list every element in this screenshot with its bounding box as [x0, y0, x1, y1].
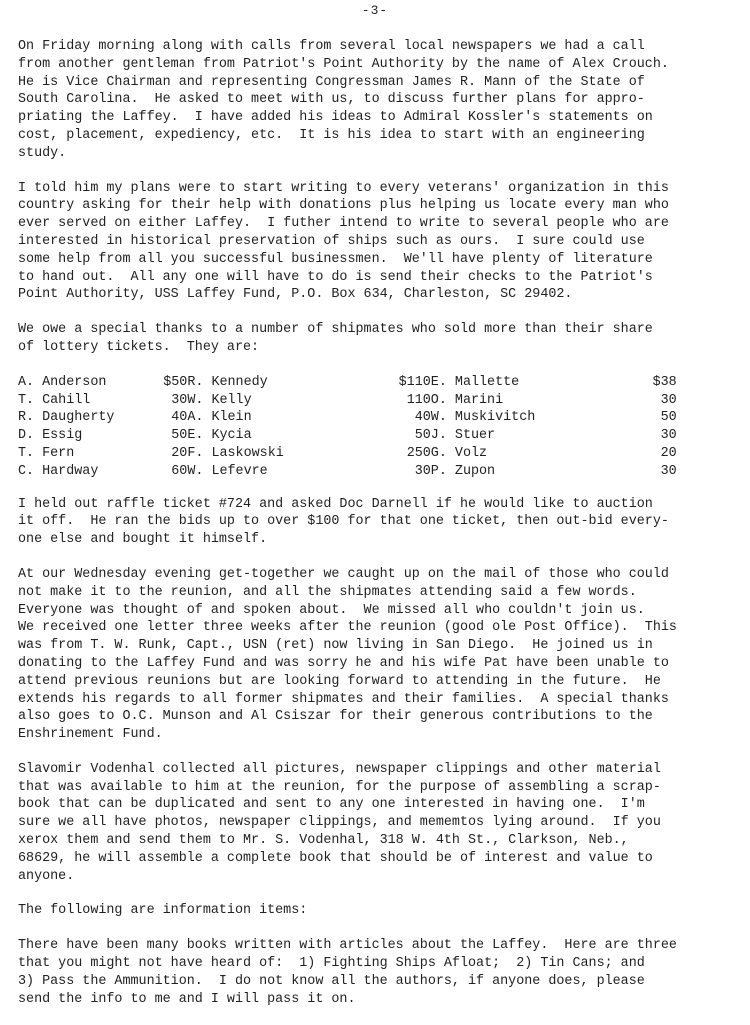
seller-name: W. Lefevre — [187, 463, 268, 479]
paragraph — [18, 761, 730, 886]
text-line: 68629, he will assemble a complete book that should be of interest and value to — [18, 850, 653, 866]
text-line: Everyone was thought of and spoken about. We missed all who couldn't join us. — [18, 602, 645, 618]
text-line: book that can be duplicated and sent to any one interested in having one. I'm — [18, 797, 645, 813]
seller-amount: 40 — [171, 410, 188, 426]
seller-amount: 20 — [660, 445, 677, 461]
text-line: He is Vice Chairman and representing Congressman James R. Mann of the State of — [18, 74, 645, 90]
table-row — [18, 409, 730, 427]
seller-name: W. Kelly — [187, 392, 252, 408]
text-line: We owe a special thanks to a number of shipmates who sold more than their share — [18, 322, 653, 338]
table-row — [18, 463, 730, 481]
text-line: sure we all have photos, newspaper clippings, and mememtos lying around. If you — [18, 815, 661, 831]
text-line: At our Wednesday evening get-together we caught up on the mail of those who could — [18, 566, 669, 582]
text-line: anyone. — [18, 868, 75, 884]
seller-amount: 30 — [660, 428, 677, 444]
seller-amount: 50 — [660, 410, 677, 426]
seller-amount: 250 — [406, 445, 431, 461]
text-line: ever served on either Laffey. I futher intend to write to several people who are — [18, 216, 669, 232]
paragraph — [18, 937, 730, 1008]
seller-amount: 60 — [171, 463, 188, 479]
seller-name: R. Daugherty — [18, 410, 115, 426]
text-line: xerox them and send them to Mr. S. Vodenhal, 318 W. 4th St., Clarkson, Neb., — [18, 833, 629, 849]
paragraph — [18, 321, 730, 357]
paragraphs-after-list — [18, 496, 730, 1009]
text-line: some help from all you successful businessmen. We'll have plenty of literature — [18, 251, 653, 267]
table-row — [18, 445, 730, 463]
text-line: On Friday morning along with calls from several local newspapers we had a call — [18, 39, 645, 54]
paragraph — [18, 496, 730, 549]
lottery-sellers-table — [18, 374, 730, 481]
seller-name: D. Essig — [18, 428, 83, 444]
table-row — [18, 374, 730, 392]
text-line: country asking for their help with donations plus helping us locate every man who — [18, 198, 669, 214]
text-line: attend previous reunions but are looking forward to attending in the future. He — [18, 673, 661, 689]
seller-name: T. Fern — [18, 445, 75, 461]
text-line: was from T. W. Runk, Capt., USN (ret) now living in San Diego. He joined us in — [18, 638, 653, 654]
text-line: to hand out. All any one will have to do is send their checks to the Patriot's — [18, 269, 653, 285]
text-line: of lottery tickets. They are: — [18, 339, 260, 355]
text-line: priating the Laffey. I have added his ideas to Admiral Kossler's statements on — [18, 110, 653, 126]
seller-amount: 40 — [414, 410, 431, 426]
seller-amount: $38 — [652, 374, 677, 390]
text-line: study. — [18, 145, 67, 161]
text-line: South Carolina. He asked to meet with us, to discuss further plans for appro- — [18, 92, 645, 108]
text-line: 3) Pass the Ammunition. I do not know all the authors, if anyone does, please — [18, 973, 645, 989]
text-line: it off. He ran the bids up to over $100 for that one ticket, then out-bid every- — [18, 514, 669, 530]
table-row — [18, 427, 730, 445]
text-line: send the info to me and I will pass it on. — [18, 991, 356, 1007]
seller-name: E. Kycia — [187, 428, 252, 444]
table-row — [18, 392, 730, 410]
seller-amount: $110 — [398, 374, 431, 390]
seller-name: O. Marini — [430, 392, 504, 408]
paragraph — [18, 902, 730, 920]
text-line: The following are information items: — [18, 903, 308, 919]
paragraph — [18, 38, 730, 163]
text-line: extends his regards to all former shipmates and their families. A special thanks — [18, 691, 669, 707]
text-line: I told him my plans were to start writing to every veterans' organization in this — [18, 180, 669, 196]
text-line: I held out raffle ticket #724 and asked Doc Darnell if he would like to auction — [18, 496, 653, 512]
seller-amount: $50 — [163, 374, 188, 390]
text-line: Slavomir Vodenhal collected all pictures, newspaper clippings and other material — [18, 761, 661, 777]
text-line: that was available to him at the reunion, for the purpose of assembling a scrap- — [18, 779, 661, 795]
text-line: cost, placement, expediency, etc. It is his idea to start with an engineering — [18, 127, 645, 143]
text-line: We received one letter three weeks after the reunion (good ole Post Office). This — [18, 620, 677, 636]
seller-amount: 50 — [171, 428, 188, 444]
seller-amount: 20 — [171, 445, 188, 461]
seller-amount: 30 — [171, 392, 188, 408]
text-line: donating to the Laffey Fund and was sorry he and his wife Pat have been unable to — [18, 655, 669, 671]
seller-amount: 30 — [660, 463, 677, 479]
seller-name: A. Anderson — [18, 374, 107, 390]
seller-amount: 30 — [414, 463, 431, 479]
seller-name: E. Mallette — [430, 374, 520, 390]
seller-name: C. Hardway — [18, 463, 99, 479]
text-line: There have been many books written with articles about the Laffey. Here are three — [18, 938, 677, 954]
text-line: also goes to O.C. Munson and Al Csiszar for their generous contributions to the — [18, 709, 653, 725]
text-line: one else and bought it himself. — [18, 532, 268, 548]
paragraphs-before-list — [18, 38, 730, 357]
text-line: interested in historical preservation of ships such as ours. I sure could use — [18, 233, 645, 249]
text-line: Point Authority, USS Laffey Fund, P.O. Box 634, Charleston, SC 29402. — [18, 287, 573, 303]
paragraph — [18, 180, 730, 305]
text-line: that you might not have heard of: 1) Fighting Ships Afloat; 2) Tin Cans; and — [18, 956, 645, 972]
seller-name: A. Klein — [187, 410, 252, 426]
seller-amount: 50 — [414, 428, 431, 444]
seller-amount: 30 — [660, 392, 677, 408]
seller-amount: 110 — [406, 392, 431, 408]
seller-name: J. Stuer — [430, 428, 496, 444]
text-line: not make it to the reunion, and all the shipmates attending said a few words. — [18, 584, 637, 600]
page-number: -3- — [361, 3, 389, 18]
seller-name: T. Cahill — [18, 392, 91, 408]
seller-name: W. Muskivitch — [430, 410, 536, 426]
seller-name: P. Zupon — [430, 463, 496, 479]
paragraph — [18, 566, 730, 744]
document-body — [18, 38, 730, 1025]
text-line: Enshrinement Fund. — [18, 727, 163, 743]
seller-name: G. Volz — [430, 445, 488, 461]
seller-name: R. Kennedy — [187, 374, 268, 390]
seller-name: F. Laskowski — [187, 445, 284, 461]
text-line: from another gentleman from Patriot's Point Authority by the name of Alex Crouch. — [18, 56, 669, 72]
